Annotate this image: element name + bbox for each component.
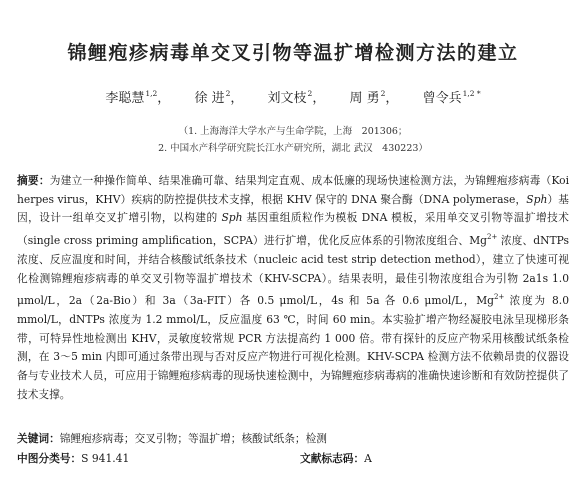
doc-code-value: A (364, 452, 372, 465)
abstract-label: 摘要： (17, 174, 50, 187)
classification-line (17, 451, 569, 466)
abstract-text: 浓度、dNTPs 浓度、反应温度和时间，并结合核酸试纸条技术（nucleic acid test strip detection method），建立了快速可视化检测锦鲤疱疹病毒的单交叉引物等温扩增技术（KHV-SCPA）。结果表明，最佳引物浓度组合为引物 2a1s 1.0 μmol/L，2a（2a-Bio）和 3a（3a-FIT）各 0.5 μmol/L，4s 和 5a 各 0.6 μmol/L，Mg (17, 234, 569, 308)
keywords-text: 锦鲤疱疹病毒；交叉引物；等温扩增；核酸试纸条；检测 (59, 432, 327, 445)
author-affiliation-mark: 2 (225, 89, 231, 98)
superscript: 2+ (494, 293, 505, 302)
author-name: 刘文枝 (267, 91, 307, 106)
doc-code-label: 文献标志码： (300, 452, 365, 465)
author-affiliation-mark: 1,2 * (462, 89, 481, 98)
keywords (17, 431, 569, 446)
author-name: 周 勇 (349, 91, 380, 106)
superscript: 2+ (487, 233, 498, 242)
clc-value: S 941.41 (81, 452, 130, 465)
abstract-text: 为建立一种操作简单、结果准确可靠、结果判定直观、成本低廉的现场快速检测方法，为锦鲤疱疹病毒（Koi herpes virus，KHV）疾病的防控提供技术支撑，根据 KHV 保守的 DNA 聚合酶（DNA polymerase， (17, 174, 569, 206)
abstract-text: 浓度为 8.0 mmol/L，dNTPs 浓度为 1.2 mmol/L，反应温度 63 ℃，时间 60 min。本实验扩增产物经凝胶电泳呈现梯形条带，可特异性地检测出 KHV，灵敏度较常规 PCR 方法提高约 1 000 倍。带有探针的反应产物采用核酸试纸条检测，在 3～5 min 内即可通过条带出现与否对反应产物进行可视化检测。KHV-SCPA 检测方法不依赖昂贵的仪器设备与专业技术人员，可应用于锦鲤疱疹病毒的现场快速检测中，为锦鲤疱疹病毒病的准确快速诊断和有效防控提供了技术支撑。 (17, 294, 569, 401)
paper-title: 锦鲤疱疹病毒单交叉引物等温扩增检测方法的建立 (67, 42, 519, 64)
gene-name: Sph (526, 192, 548, 206)
author-list: 李聪慧$^{1,2}$， 徐 进$^2$， 刘文枝$^2$， 周 勇$^2$， 曾令兵$^{1,2 *}$ (105, 89, 481, 106)
author-affiliation-mark: 2 (307, 89, 313, 98)
clc-label: 中图分类号： (17, 452, 82, 465)
author-affiliation-mark: 1,2 (145, 89, 158, 98)
affiliation-2: 2. 中国水产科学研究院长江水产研究所，湖北 武汉 430223） (158, 143, 428, 154)
author-name: 徐 进 (194, 91, 225, 106)
abstract-text: 基因重组质粒作为模板 DNA 模板，采用单交叉引物等温扩增技术（single cross priming amplification，SCPA）进行扩增，优化反应体系的引物浓度组合、Mg (17, 211, 569, 248)
abstract-text: ）基因，设计一组单交叉扩增引物，以构建的 (17, 192, 569, 225)
keywords-label: 关键词： (17, 432, 60, 445)
gene-name: Sph (221, 211, 243, 225)
author-affiliation-mark: 2 (380, 89, 386, 98)
affiliation-1: （1. 上海海洋大学水产与生命学院，上海 201306； (178, 126, 408, 137)
author-name: 李聪慧 (105, 91, 145, 106)
author-name: 曾令兵 (422, 91, 462, 106)
abstract (17, 172, 569, 404)
